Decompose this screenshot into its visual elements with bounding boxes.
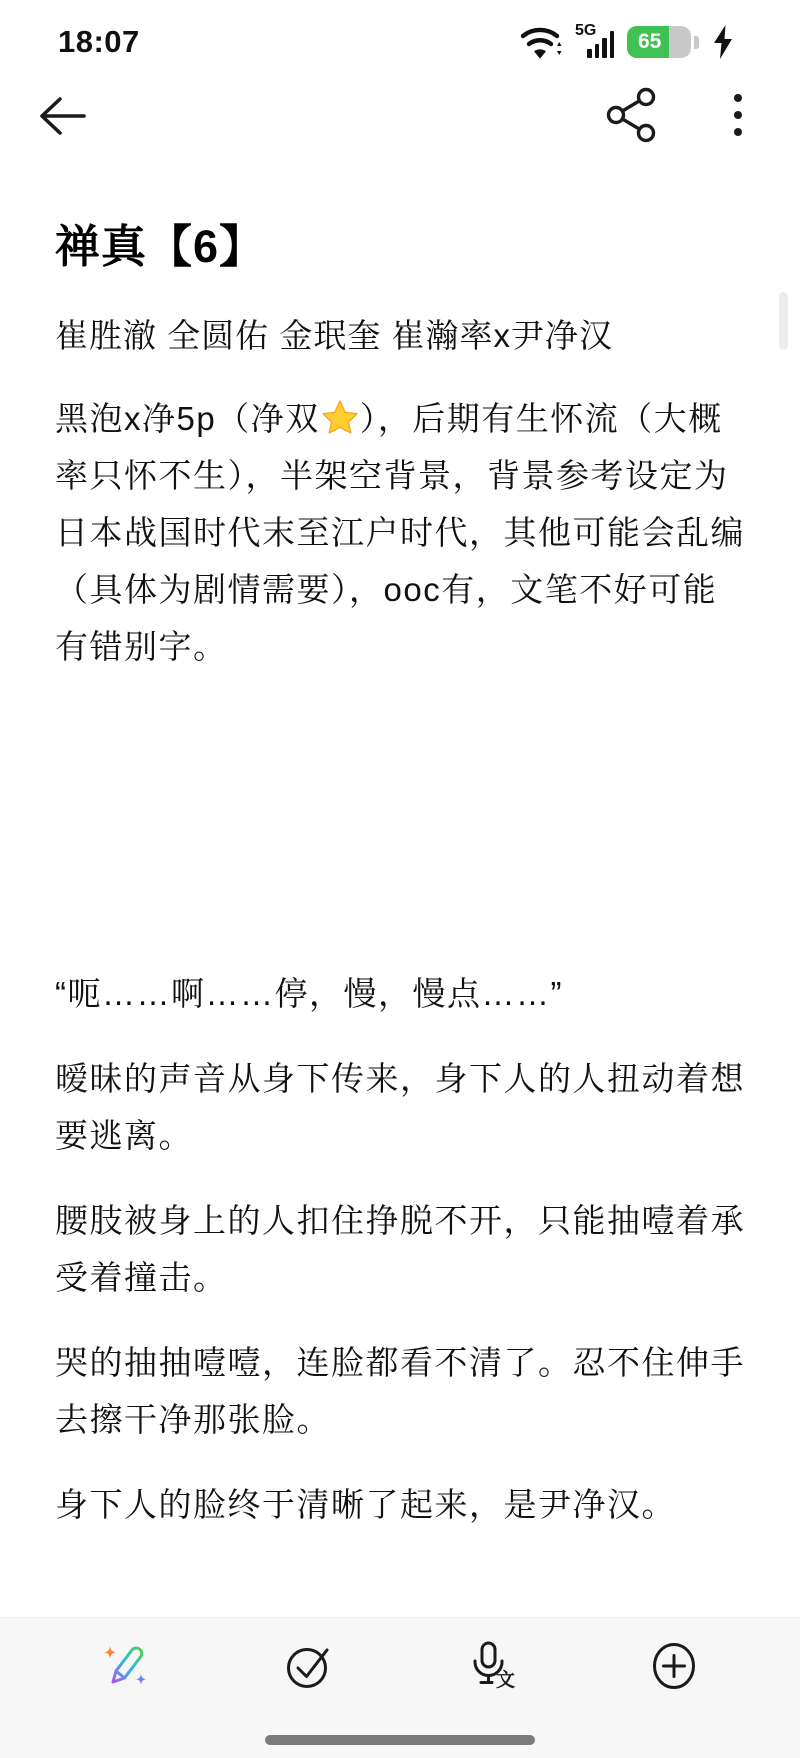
wifi-icon	[519, 22, 565, 60]
todo-check-button[interactable]	[283, 1640, 335, 1692]
bottom-toolbar	[0, 1617, 800, 1758]
battery-icon	[627, 26, 691, 58]
blank-lines	[55, 675, 745, 937]
signal-5g-icon: 5G	[578, 24, 614, 60]
story-paragraph: 身下人的脸终于清晰了起来，是尹净汉。	[55, 1486, 676, 1523]
mic-lang-glyph: 文	[496, 1670, 516, 1691]
check-circle-icon	[284, 1641, 334, 1691]
share-button[interactable]	[606, 86, 658, 144]
home-indicator[interactable]	[265, 1735, 535, 1745]
voice-to-text-button[interactable]	[465, 1640, 517, 1692]
article-content[interactable]	[0, 170, 800, 1688]
story-paragraph: 哭的抽抽噎噎，连脸都看不清了。忍不住伸手去擦干净那张脸。	[55, 1344, 745, 1438]
story-paragraph: “呃……啊……停，慢，慢点……”	[55, 975, 563, 1012]
blank-line	[55, 1533, 745, 1603]
clock: 18:07	[58, 24, 140, 59]
charging-bolt-icon	[712, 24, 734, 60]
scrollbar-thumb[interactable]	[779, 292, 788, 350]
battery-nub	[694, 36, 699, 49]
story-paragraph: 腰肢被身上的人扣住挣脱不开，只能抽噎着承受着撞击。	[55, 1202, 745, 1296]
more-menu-button[interactable]	[720, 86, 756, 144]
battery-percent: 65	[638, 30, 662, 53]
star-emoji	[322, 400, 358, 434]
ai-pen-icon	[101, 1641, 151, 1691]
plus-circle-icon	[649, 1641, 699, 1691]
status-bar	[0, 0, 800, 70]
back-button[interactable]	[34, 88, 90, 144]
page-title: 禅真【6】	[55, 221, 266, 272]
ai-write-button[interactable]	[100, 1640, 152, 1692]
story-paragraph: 暧昧的声音从身下传来，身下人的人扭动着想要逃离。	[55, 1060, 745, 1154]
intro-paragraph: 黑泡x净5p（净双 ），后期有生怀流（大概率只怀不生），半架空背景，背景参考设定为日本战国时代末至江户时代，其他可能会乱编（具体为剧情需要），ooc有，文笔不好可能有错别字。	[55, 400, 745, 665]
nav-bar	[0, 70, 800, 170]
character-tags: 崔胜澈 全圆佑 金珉奎 崔瀚率x尹净汉	[55, 317, 614, 354]
add-button[interactable]	[648, 1640, 700, 1692]
mic-text-icon	[465, 1640, 517, 1692]
